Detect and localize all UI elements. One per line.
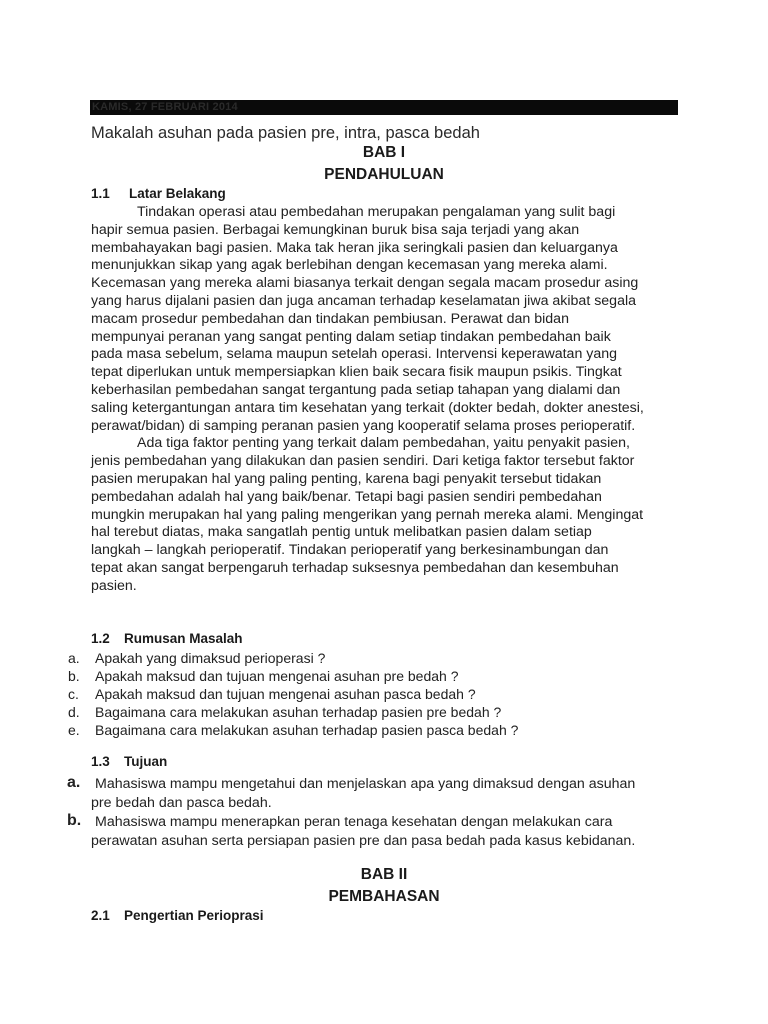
- section-1-2-heading: [91, 631, 243, 646]
- paragraph-line: tepat akan sangat berpengaruh terhadap suksesnya pembedahan dan kesembuhan: [91, 559, 619, 576]
- section-1-3-heading: [91, 754, 167, 769]
- list-marker: c.: [68, 686, 79, 702]
- paragraph-line: pasien.: [91, 577, 137, 594]
- paragraph-line: menunjukkan sikap yang agak berlebihan dengan kecemasan yang mereka alami.: [91, 257, 608, 274]
- bab-2-title: PEMBAHASAN: [328, 888, 440, 905]
- bab-2-label: BAB II: [360, 866, 408, 883]
- paragraph-line: pembedahan adalah hal yang baik/benar. Tetapi bagi pasien sendiri pembedahan: [91, 488, 602, 505]
- bab-1-label: BAB I: [362, 144, 406, 161]
- section-number: 2.1: [91, 908, 110, 923]
- list-item-text: Apakah maksud dan tujuan mengenai asuhan pre bedah ?: [95, 668, 459, 684]
- section-number: 1.1: [91, 186, 110, 201]
- paragraph-line: Tindakan operasi atau pembedahan merupakan pengalaman yang sulit bagi: [137, 204, 616, 220]
- research-questions-list: [0, 649, 768, 739]
- list-item-text: Bagaimana cara melakukan asuhan terhadap pasien pre bedah ?: [95, 704, 502, 720]
- objective-line: Mahasiswa mampu menerapkan peran tenaga kesehatan dengan melakukan cara: [95, 814, 613, 830]
- section-number: 1.3: [91, 754, 110, 769]
- objective-line: perawatan asuhan serta persiapan pasien pre dan pasa bedah pada kasus kebidanan.: [91, 832, 636, 849]
- section-title: Latar Belakang: [129, 186, 226, 201]
- list-marker: e.: [68, 722, 80, 738]
- objective-line: Mahasiswa mampu mengetahui dan menjelaskan apa yang dimaksud dengan asuhan: [95, 776, 636, 792]
- list-item: [0, 721, 768, 739]
- paragraph-line: Ada tiga faktor penting yang terkait dalam pembedahan, yaitu penyakit pasien,: [137, 435, 630, 452]
- paragraph-line: pada masa sebelum, selama maupun setelah operasi. Intervensi keperawatan yang: [91, 346, 618, 363]
- paragraph-line: saling ketergantungan antara tim kesehatan yang terkait (dokter bedah, dokter anestesi,: [91, 399, 644, 416]
- paragraph-line: hapir semua pasien. Berbagai kemungkinan buruk bisa saja terjadi yang akan: [91, 221, 580, 238]
- list-item: [0, 685, 768, 703]
- paragraph-line: perawat/bidan) di samping peranan pasien yang kooperatif selama proses perioperatif.: [91, 417, 636, 434]
- section-1-1-body: [91, 204, 691, 596]
- list-item: [0, 703, 768, 721]
- objectives-list: [0, 775, 768, 851]
- objective-line: pre bedah dan pasca bedah.: [91, 794, 272, 811]
- section-title: Pengertian Perioprasі: [124, 908, 264, 923]
- section-title: Rumusan Masalah: [124, 631, 243, 646]
- list-item-text: Apakah maksud dan tujuan mengenai asuhan pasca bedah ?: [95, 686, 476, 702]
- paragraph-line: keberhasilan pembedahan sangat tergantung pada setiap tahapan yang dialami dan: [91, 381, 621, 398]
- section-2-1-heading: [91, 908, 264, 923]
- list-marker: a.: [68, 650, 80, 666]
- document-title: Makalah asuhan pada pasien pre, intra, pasca bedah: [91, 124, 480, 142]
- paragraph-line: Kecemasan yang mereka alami biasanya terkait dengan segala macam prosedur asing: [91, 275, 639, 292]
- paragraph-line: mempunyai peranan yang sangat penting dalam setiap tindakan pembedahan baik: [91, 328, 611, 345]
- post-date: KAMIS, 27 FEBRUARI 2014: [92, 101, 238, 113]
- bab-1-title: PENDAHULUAN: [324, 166, 444, 183]
- section-1-1-heading: [91, 186, 226, 201]
- paragraph-line: jenis pembedahan yang dilakukan dan pasien sendiri. Dari ketiga faktor tersebut faktor: [91, 453, 635, 470]
- paragraph-line: macam prosedur pembedahan dan tindakan pembiusan. Perawat dan bidan: [91, 310, 569, 327]
- objective-item: [0, 775, 768, 812]
- section-number: 1.2: [91, 631, 110, 646]
- objective-item: [0, 813, 768, 850]
- paragraph-line: mungkin merupakan hal yang paling mengerikan yang pernah mereka alami. Mengingat: [91, 506, 644, 523]
- list-marker: a.: [67, 774, 81, 791]
- paragraph-line: membahayakan bagi pasien. Maka tak heran jika seringkali pasien dan keluarganya: [91, 239, 618, 256]
- list-marker: b.: [67, 812, 82, 829]
- paragraph-line: tepat diperlukan untuk mempersiapkan klien baik secara fisik maupun psikis. Tingkat: [91, 364, 622, 381]
- list-item-text: Apakah yang dimaksud perioperasi ?: [95, 650, 326, 666]
- list-item: [0, 649, 768, 667]
- list-item-text: Bagaimana cara melakukan asuhan terhadap pasien pasca bedah ?: [95, 722, 519, 738]
- paragraph-line: hal terebut diatas, maka sangatlah pentig untuk melibatkan pasien dalam setiap: [91, 524, 592, 541]
- section-title: Tujuan: [124, 754, 168, 769]
- list-marker: d.: [68, 704, 80, 720]
- paragraph-line: langkah – langkah perioperatif. Tindakan perioperatif yang berkesinambungan dan: [91, 542, 609, 559]
- list-item: [0, 667, 768, 685]
- paragraph-line: yang harus dijalani pasien dan juga ancaman terhadap keselamatan jiwa akibat segala: [91, 292, 637, 309]
- date-bar: [90, 100, 678, 115]
- list-marker: b.: [68, 668, 80, 684]
- paragraph-line: pasien merupakan hal yang paling penting, karena bagi penyakit tersebut tidakan: [91, 470, 602, 487]
